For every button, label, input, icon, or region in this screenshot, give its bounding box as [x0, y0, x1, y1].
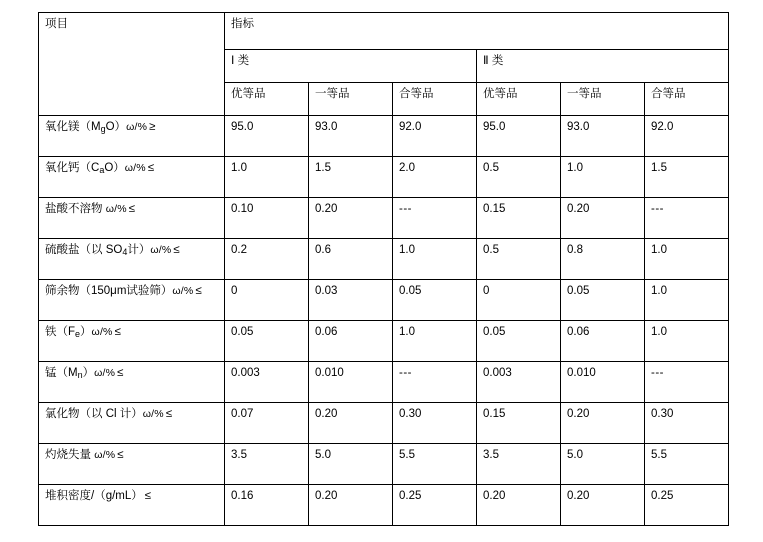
- row-value-cell: ---: [645, 362, 729, 403]
- table-row: [39, 321, 729, 362]
- row-value-cell: 0: [477, 280, 561, 321]
- row-value-cell: 0.06: [561, 321, 645, 362]
- row-item-label: 氧化钙$(C_aO)\omega/\%$ ≤: [39, 157, 225, 198]
- row-value-cell: 0.30: [645, 403, 729, 444]
- row-value-cell: 0.05: [225, 321, 309, 362]
- row-value-cell: 0: [225, 280, 309, 321]
- row-item-label: 铁$(F_e)\omega/\%$ ≤: [39, 321, 225, 362]
- row-value-cell: 0.25: [393, 485, 477, 526]
- row-value-cell: ---: [393, 198, 477, 239]
- row-value-cell: 5.5: [645, 444, 729, 485]
- table-header-row-1: [39, 13, 729, 50]
- row-value-cell: 95.0: [477, 116, 561, 157]
- row-value-cell: 0.010: [309, 362, 393, 403]
- row-value-cell: 0.5: [477, 157, 561, 198]
- row-value-cell: 0.20: [561, 403, 645, 444]
- row-item-label: 筛余物（150μm试验筛）ω/% ≤: [39, 280, 225, 321]
- table-row: [39, 157, 729, 198]
- row-value-cell: 1.0: [645, 280, 729, 321]
- column-header-class-1: Ⅰ 类: [225, 50, 477, 83]
- row-value-cell: 92.0: [393, 116, 477, 157]
- row-value-cell: 93.0: [309, 116, 393, 157]
- row-value-cell: 0.16: [225, 485, 309, 526]
- table-row: [39, 116, 729, 157]
- row-value-cell: 0.010: [561, 362, 645, 403]
- row-value-cell: 0.20: [561, 198, 645, 239]
- table-row: [39, 403, 729, 444]
- row-value-cell: 0.003: [225, 362, 309, 403]
- row-value-cell: 1.0: [645, 321, 729, 362]
- table-head: [39, 13, 729, 116]
- row-value-cell: 5.5: [393, 444, 477, 485]
- row-value-cell: 0.10: [225, 198, 309, 239]
- row-value-cell: 0.07: [225, 403, 309, 444]
- row-value-cell: 0.20: [309, 403, 393, 444]
- row-value-cell: 0.20: [561, 485, 645, 526]
- row-value-cell: 5.0: [309, 444, 393, 485]
- row-value-cell: 0.15: [477, 403, 561, 444]
- table-row: [39, 280, 729, 321]
- row-value-cell: 95.0: [225, 116, 309, 157]
- row-item-label: 堆积密度/（g/mL） ≤: [39, 485, 225, 526]
- row-value-cell: 0.20: [477, 485, 561, 526]
- row-value-cell: 0.05: [561, 280, 645, 321]
- column-header-grade: 优等品: [225, 83, 309, 116]
- table-row: [39, 444, 729, 485]
- column-header-class-2: Ⅱ 类: [477, 50, 729, 83]
- table-body: [39, 116, 729, 526]
- column-header-grade: 一等品: [309, 83, 393, 116]
- row-value-cell: 0.6: [309, 239, 393, 280]
- row-value-cell: 1.5: [645, 157, 729, 198]
- table-row: [39, 485, 729, 526]
- row-value-cell: 92.0: [645, 116, 729, 157]
- row-value-cell: 0.05: [393, 280, 477, 321]
- column-header-item: 项目: [39, 13, 225, 116]
- column-header-grade: 合等品: [393, 83, 477, 116]
- row-value-cell: 0.003: [477, 362, 561, 403]
- row-value-cell: 1.5: [309, 157, 393, 198]
- row-value-cell: 5.0: [561, 444, 645, 485]
- row-value-cell: 1.0: [561, 157, 645, 198]
- row-value-cell: 0.20: [309, 198, 393, 239]
- row-item-label: 灼烧失量 ω/% ≤: [39, 444, 225, 485]
- column-header-grade: 一等品: [561, 83, 645, 116]
- row-item-label: 盐酸不溶物 ω/% ≤: [39, 198, 225, 239]
- row-item-label: 锰$(M_n)\omega/\%$ ≤: [39, 362, 225, 403]
- row-value-cell: 0.03: [309, 280, 393, 321]
- row-value-cell: 0.2: [225, 239, 309, 280]
- row-value-cell: 1.0: [393, 321, 477, 362]
- column-header-grade: 合等品: [645, 83, 729, 116]
- row-value-cell: ---: [645, 198, 729, 239]
- row-value-cell: 1.0: [645, 239, 729, 280]
- specification-table: [38, 12, 729, 526]
- table-row: [39, 362, 729, 403]
- row-value-cell: 0.15: [477, 198, 561, 239]
- row-item-label: 氯化物（以 Cl 计）ω/% ≤: [39, 403, 225, 444]
- row-value-cell: 1.0: [225, 157, 309, 198]
- row-value-cell: 0.06: [309, 321, 393, 362]
- column-header-grade: 优等品: [477, 83, 561, 116]
- row-item-label: 硫酸盐（以 $SO_4$计）ω/% ≤: [39, 239, 225, 280]
- row-value-cell: 1.0: [393, 239, 477, 280]
- row-value-cell: 93.0: [561, 116, 645, 157]
- table-row: [39, 239, 729, 280]
- row-value-cell: ---: [393, 362, 477, 403]
- row-value-cell: 0.20: [309, 485, 393, 526]
- row-value-cell: 0.05: [477, 321, 561, 362]
- row-value-cell: 2.0: [393, 157, 477, 198]
- row-value-cell: 0.5: [477, 239, 561, 280]
- row-value-cell: 3.5: [477, 444, 561, 485]
- row-item-label: 氧化镁$(M_gO)\omega/\%$ ≥: [39, 116, 225, 157]
- row-value-cell: 0.25: [645, 485, 729, 526]
- table-row: [39, 198, 729, 239]
- row-value-cell: 0.30: [393, 403, 477, 444]
- column-header-index: 指标: [225, 13, 729, 50]
- row-value-cell: 0.8: [561, 239, 645, 280]
- row-value-cell: 3.5: [225, 444, 309, 485]
